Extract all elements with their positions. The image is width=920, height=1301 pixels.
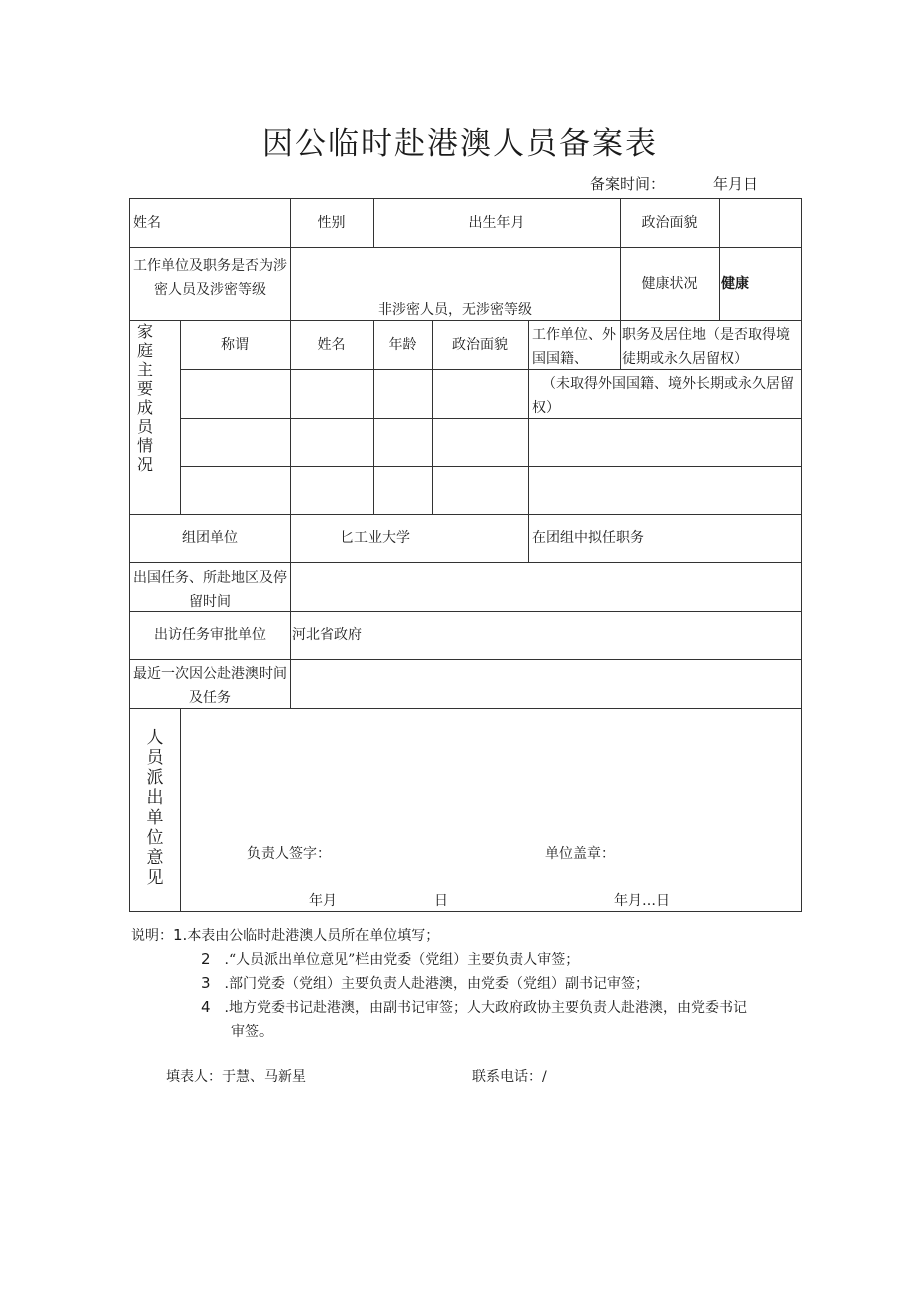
work-secret-value: 非涉密人员，无涉密等级	[378, 302, 532, 318]
group-label: 组团单位	[182, 530, 238, 546]
approval-value: 河北省政府	[292, 627, 362, 643]
record-time-label: 备案时间：	[590, 175, 666, 193]
approval-label: 出访任务审批单位	[154, 627, 266, 643]
politics-label: 政治面貌	[641, 215, 698, 231]
family-row1-note: （未取得外国国籍、境外长期或永久居留权）	[532, 376, 794, 416]
note-4-text: .地方党委书记赴港澳，由副书记审签；人大政府政协主要负责人赴港澳，由党委书记	[224, 1000, 747, 1016]
note-2-text: .“人员派出单位意见”栏由党委（党组）主要负责人审签；	[224, 952, 580, 968]
gender-label: 性别	[317, 215, 346, 231]
note-4-num: 4	[201, 998, 211, 1016]
note-2-num: 2	[201, 950, 211, 968]
note-1-num: 1.	[173, 926, 188, 944]
family-section-label: 家庭主要成员情况	[136, 322, 153, 474]
form-title: 因公临时赴港澳人员备案表	[262, 126, 658, 162]
family-header-work-b: 职务及居住地（是否取得境徒期或永久居留权）	[622, 327, 790, 367]
opinion-section-label: 人员派出单位意见	[146, 728, 164, 888]
note-3-text: .部门党委（党组）主要负责人赴港澳，由党委（党组）副书记审签；	[224, 976, 649, 992]
date-right: 年月…日	[614, 893, 670, 909]
family-header-work-a: 工作单位、外国国籍、	[532, 327, 616, 367]
birth-label: 出生年月	[468, 215, 525, 231]
work-secret-label: 工作单位及职务是否为涉密人员及涉密等级	[133, 258, 287, 298]
last-trip-label: 最近一次因公赴港澳时间及任务	[133, 666, 287, 706]
group-role-label: 在团组中拟任职务	[532, 530, 644, 546]
note-3-num: 3	[201, 974, 211, 992]
name-label: 姓名	[133, 215, 161, 231]
date-left-month: 年月	[309, 893, 337, 909]
seal-label: 单位盖章：	[545, 846, 615, 862]
family-header-relation: 称谓	[221, 337, 249, 353]
health-label: 健康状况	[641, 276, 698, 292]
family-header-age: 年龄	[388, 337, 417, 353]
note-4-continued: 审签。	[231, 1024, 273, 1040]
record-time-value: 年月日	[713, 175, 759, 193]
family-header-politics: 政治面貌	[452, 337, 508, 353]
filler: 填表人：于慧、马新星	[166, 1069, 306, 1085]
note-1-text: 本表由公临时赴港澳人员所在单位填写；	[187, 928, 440, 944]
health-value: 健康	[721, 276, 749, 292]
phone: 联系电话：/	[472, 1069, 547, 1085]
notes-prefix: 说明：	[131, 928, 173, 944]
task-label: 出国任务、所赴地区及停留时间	[133, 570, 287, 610]
group-value: 匕工业大学	[340, 530, 410, 546]
family-header-name: 姓名	[317, 337, 346, 353]
date-left-day: 日	[434, 893, 448, 909]
signer-label: 负责人签字：	[247, 846, 331, 862]
